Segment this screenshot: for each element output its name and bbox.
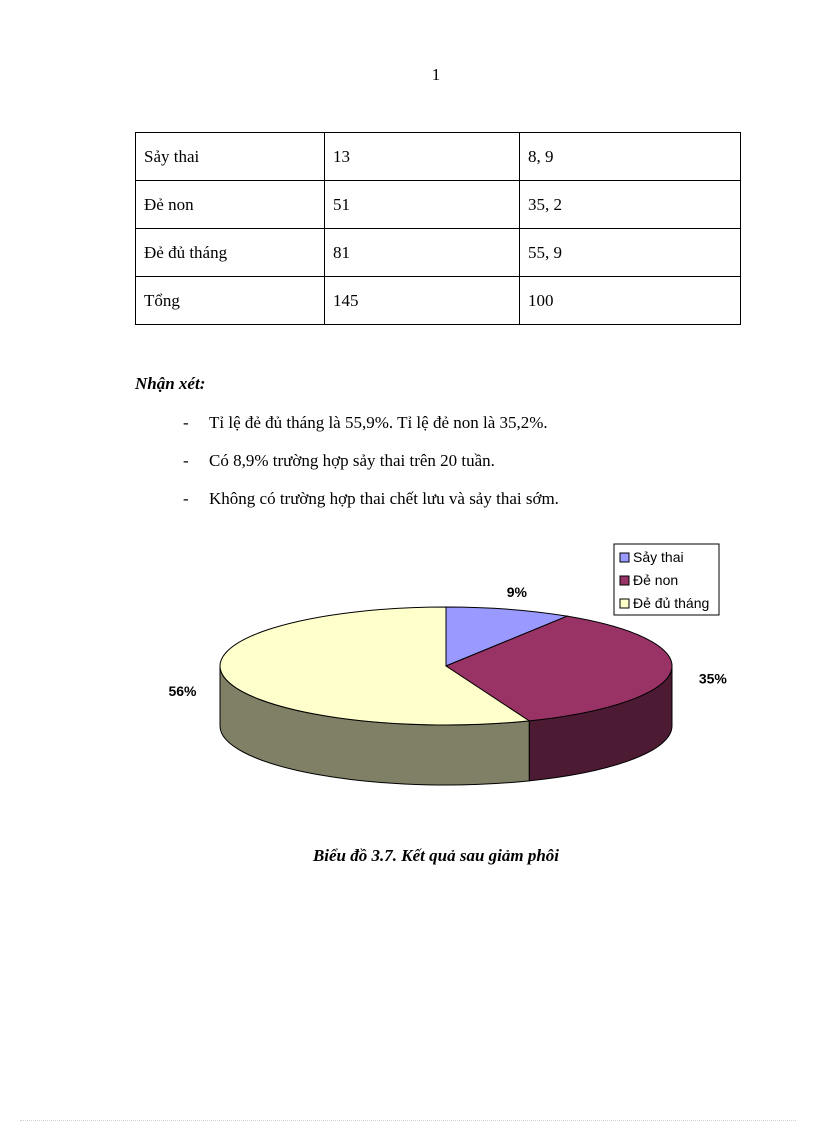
table-cell: 100: [520, 277, 741, 325]
data-label: 56%: [168, 683, 197, 700]
data-label: 35%: [698, 670, 727, 687]
table-cell: 145: [325, 277, 520, 325]
table-cell: Sảy thai: [136, 133, 325, 181]
table-cell: Đẻ đủ tháng: [136, 229, 325, 277]
table-cell: 8, 9: [520, 133, 741, 181]
table-row: [136, 229, 741, 277]
table-cell: 55, 9: [520, 229, 741, 277]
bullet-dash: -: [183, 413, 189, 432]
data-label: 9%: [506, 584, 527, 601]
table-cell: 51: [325, 181, 520, 229]
chart-legend: [614, 544, 719, 615]
list-item-text: Có 8,9% trường hợp sảy thai trên 20 tuần.: [209, 451, 495, 470]
legend-label: Sảy thai: [633, 549, 684, 565]
table-cell: 81: [325, 229, 520, 277]
legend-swatch: [620, 599, 629, 608]
bullet-dash: -: [183, 451, 189, 470]
list-item: [183, 487, 559, 525]
results-table: [135, 132, 741, 325]
page-bottom-rule: [20, 1120, 796, 1121]
table-row: [136, 181, 741, 229]
bullet-dash: -: [183, 489, 189, 508]
table-row: [136, 133, 741, 181]
list-item-text: Tỉ lệ đẻ đủ tháng là 55,9%. Tỉ lệ đẻ non là 35,2%.: [209, 413, 548, 432]
legend-label: Đẻ non: [633, 572, 679, 588]
remarks-title: Nhận xét:: [135, 374, 206, 393]
remarks-list: [183, 411, 559, 525]
table-cell: 13: [325, 133, 520, 181]
pie-tops: [220, 607, 672, 725]
pie-chart: [0, 530, 816, 810]
legend-swatch: [620, 576, 629, 585]
page-number: 1: [431, 65, 441, 84]
table-cell: 35, 2: [520, 181, 741, 229]
table-row: [136, 277, 741, 325]
legend-swatch: [620, 553, 629, 562]
table-cell: Đẻ non: [136, 181, 325, 229]
list-item-text: Không có trường hợp thai chết lưu và sảy thai sớm.: [209, 489, 559, 508]
legend-label: Đẻ đủ tháng: [633, 595, 710, 611]
chart-caption: Biểu đồ 3.7. Kết quả sau giảm phôi: [312, 846, 560, 865]
table-cell: Tổng: [136, 277, 325, 325]
list-item: [183, 411, 559, 449]
list-item: [183, 449, 559, 487]
